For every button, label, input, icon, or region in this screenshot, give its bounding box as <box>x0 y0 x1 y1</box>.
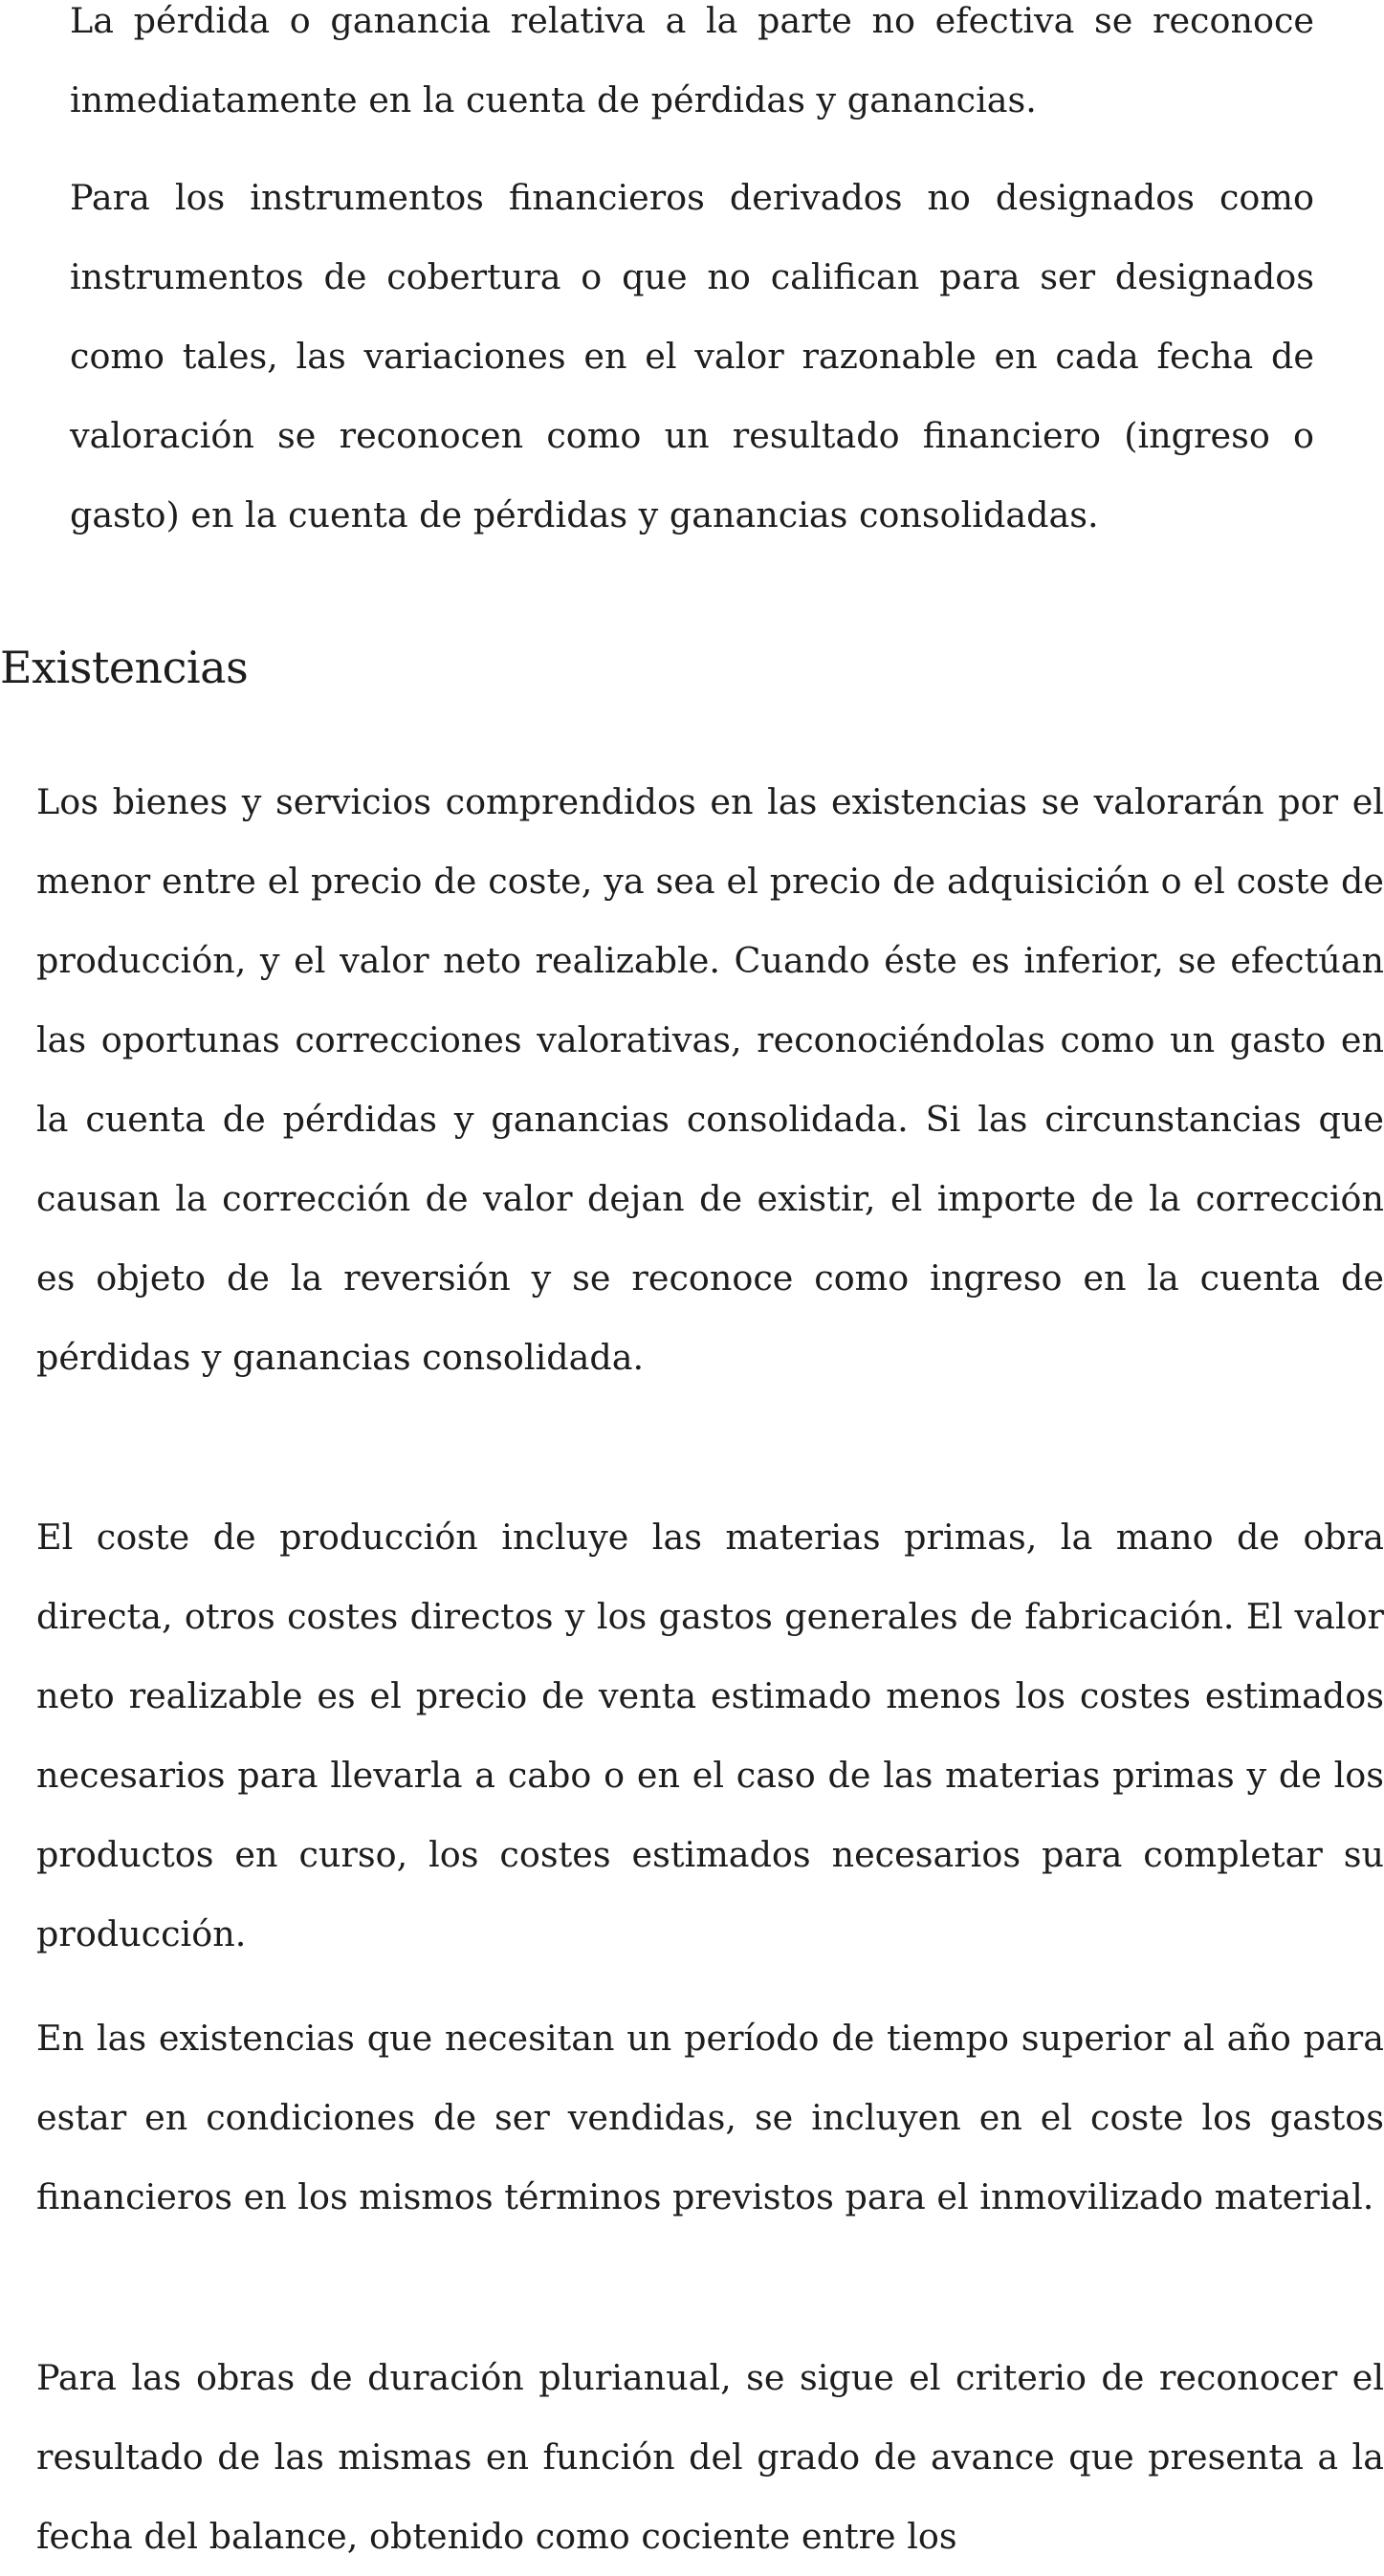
paragraph-financial-expenses: En las existencias que necesitan un período de tiempo superior al año para estar en condiciones de ser vendidas, se incluyen en el coste los gastos financieros en los mismos términos previstos para el inmovilizado material. <box>36 2018 1384 2217</box>
paragraph-production-cost: El coste de producción incluye las materias primas, la mano de obra directa, otros costes directos y los gastos generales de fabricación. El valor neto realizable es el precio de venta estimado menos los costes estimados necesarios para llevarla a cabo o en el caso de las materias primas y de los productos en curso, los costes estimados necesarios para completar su producción. <box>36 1517 1384 1954</box>
paragraph-multiyear-works: Para las obras de duración plurianual, se sigue el criterio de reconocer el resultado de las mismas en función del grado de avance que presenta a la fecha del balance, obtenido como cociente entre los <box>36 2357 1384 2557</box>
section-heading: Existencias <box>0 642 249 693</box>
paragraph-derivatives-not-designated: Para los instrumentos financieros derivados no designados como instrumentos de cobertura o que no califican para ser designados como tales, las variaciones en el valor razonable en cada fecha de valoración se reconocen como un resultado financiero (ingreso o gasto) en la cuenta de pérdidas y ganancias consolidadas. <box>70 177 1314 535</box>
paragraph-ineffective-portion: La pérdida o ganancia relativa a la parte no efectiva se reconoce inmediatamente en la cuenta de pérdidas y ganancias. <box>70 0 1314 120</box>
paragraph-inventory-valuation: Los bienes y servicios comprendidos en las existencias se valorarán por el menor entre el precio de coste, ya sea el precio de adquisición o el coste de producción, y el valor neto realizable. Cuando éste es inferior, se efectúan las oportunas correcciones valorativas, reconociéndolas como un gasto en la cuenta de pérdidas y ganancias consolidada. Si las circunstancias que causan la corrección de valor dejan de existir, el importe de la corrección es objeto de la reversión y se reconoce como ingreso en la cuenta de pérdidas y ganancias consolidada. <box>36 781 1384 1378</box>
